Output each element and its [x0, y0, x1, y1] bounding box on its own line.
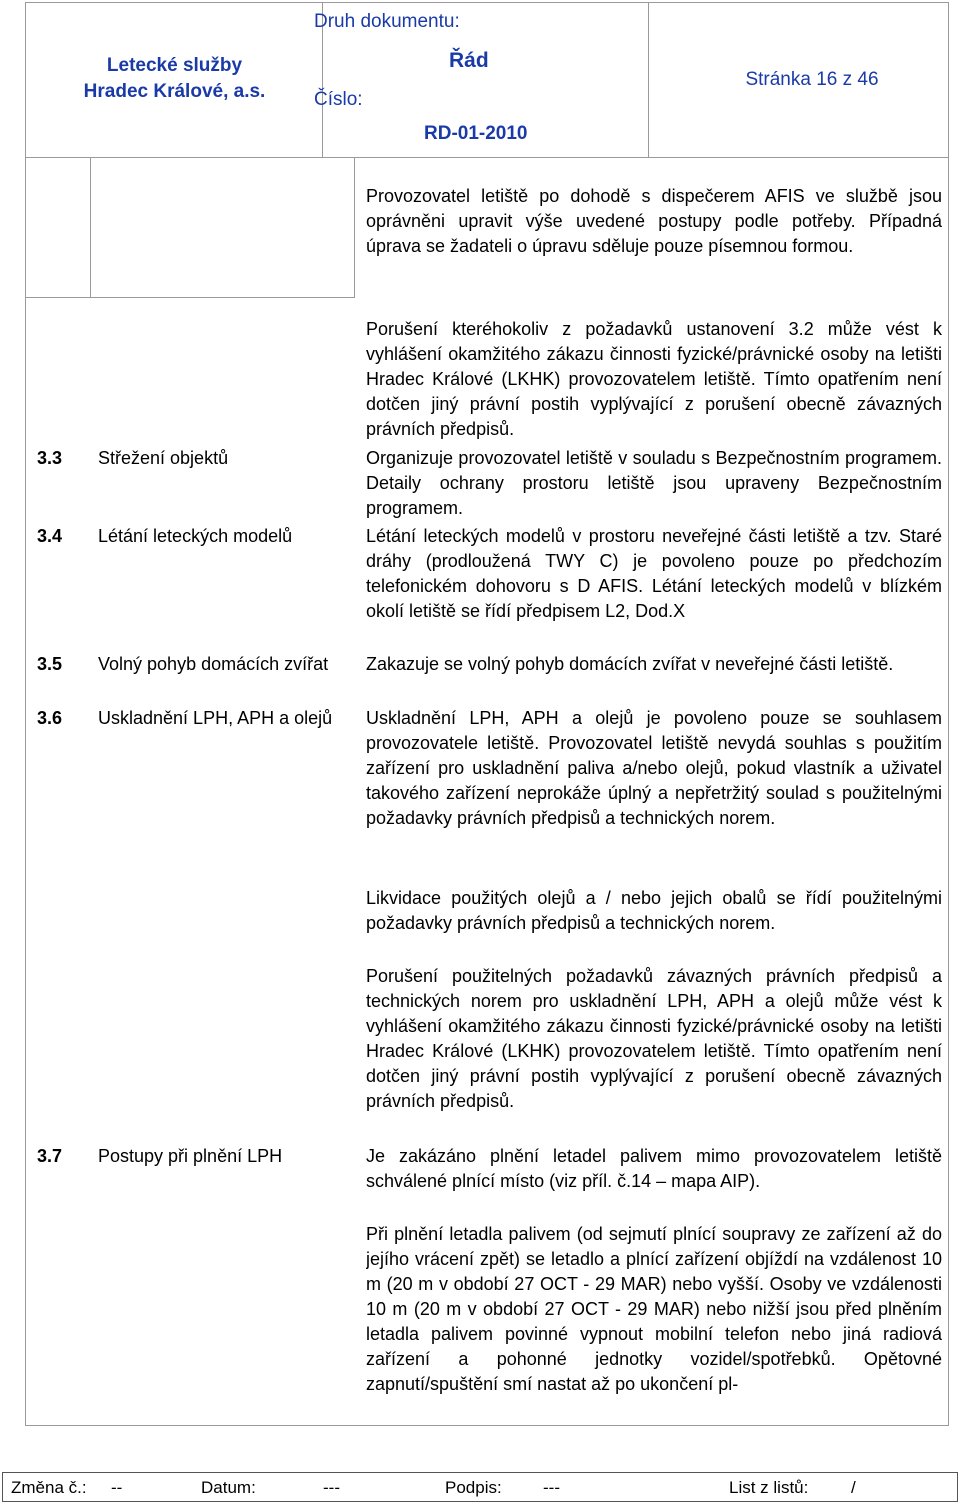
table-border-right [948, 158, 949, 1426]
company-name [26, 53, 323, 105]
section-title: Volný pohyb domácích zvířat [98, 654, 329, 674]
date-value: --- [323, 1478, 340, 1497]
section-text: Je zakázáno plnění letadel palivem mimo provozovatelem letiště schválené plnící místo (viz příl. č.14 – mapa AIP). [366, 1146, 942, 1191]
section-title: Létání leteckých modelů [98, 526, 293, 546]
doc-number-label: Číslo: [314, 89, 363, 110]
section-title: Střežení objektů [98, 448, 229, 468]
section-title: Postupy při plnění LPH [98, 1146, 283, 1166]
signature-value: --- [543, 1478, 560, 1497]
section-title: Uskladnění LPH, APH a olejů [98, 708, 333, 728]
section-number: 3.3 [37, 448, 63, 468]
table-border-left [25, 158, 26, 1426]
signature-label: Podpis: [445, 1478, 502, 1497]
page-info: Stránka 16 z 46 [745, 69, 879, 90]
table-border-bottom [25, 1425, 949, 1426]
change-value: -- [111, 1478, 123, 1497]
empty-title-cell [90, 158, 355, 298]
section-number: 3.5 [37, 654, 63, 674]
company-name-line2: Hradec Králové, a.s. [83, 81, 266, 102]
document-header [25, 2, 949, 158]
section-text: Zakazuje se volný pohyb domácích zvířat v neveřejné části letiště. [366, 654, 894, 674]
section-text: Při plnění letadla palivem (od sejmutí plnící soupravy ze zařízení až do jejího vrácení zpět) se letadlo a plnící zařízení objíždí na vzdálenost 10 m (20 m v období 27 OCT - 29 MAR) nebo vyšší. Osoby ve vzdálenosti 10 m (20 m v období 27 OCT - 29 MAR) nebo nižší jsou před plněním letadla palivem povinné vypnout mobilní telefon nebo jiná radiová zařízení a pohonné jednotky vozidel/spotřebků. Opětovné zapnutí/spuštění smí nastat až po ukončení pl- [366, 1224, 942, 1394]
header-divider [648, 3, 649, 157]
section-text: Likvidace použitých olejů a / nebo jejich obalů se řídí použitelnými požadavky právních předpisů a technických norem. [366, 888, 942, 933]
intro-paragraph: Provozovatel letiště po dohodě s dispečerem AFIS ve službě jsou oprávněni upravit výše uvedené postupy podle potřeby. Případná úprava se žadateli o úpravu sděluje pouze písemnou formou. [366, 186, 942, 256]
change-label: Změna č.: [11, 1478, 87, 1497]
date-label: Datum: [201, 1478, 256, 1497]
section-text: Uskladnění LPH, APH a olejů je povoleno pouze se souhlasem provozovatele letiště. Provozovatel letiště nevydá souhlas s použitím zařízení pro uskladnění paliva a/nebo olejů, pokud vlastník a uživatel takového zařízení neprokáže úplný a nepřetržitý soulad s použitelnými požadavky právních předpisů a technických norem. [366, 708, 942, 828]
doctype-label: Druh dokumentu: [314, 11, 460, 32]
company-name-line1: Letecké služby [106, 55, 243, 76]
intro-paragraph: Porušení kteréhokoliv z požadavků ustanovení 3.2 může vést k vyhlášení okamžitého zákazu činnosti fyzické/právnické osoby na letišti Hradec Králové (LKHK) provozovatelem letiště. Tímto opatřením není dotčen jiný právní postih vyplývající z porušení obecně závazných právních předpisů. [366, 319, 942, 439]
document-footer [2, 1472, 958, 1502]
sheets-value: / [851, 1478, 856, 1497]
sheets-label: List z listů: [729, 1478, 809, 1497]
section-number: 3.6 [37, 708, 63, 728]
section-number: 3.7 [37, 1146, 63, 1166]
section-text: Porušení použitelných požadavků závazných právních předpisů a technických norem pro uskladnění LPH, APH a olejů může vést k vyhlášení okamžitého zákazu činnosti fyzické/právnické osoby na letišti Hradec Králové (LKHK) provozovatelem letiště. Tímto opatřením není dotčen jiný právní postih vyplývající z porušení obecně závazných právních předpisů. [366, 966, 942, 1111]
doc-number-value: RD-01-2010 [424, 123, 528, 144]
empty-number-cell [25, 158, 91, 298]
section-text: Organizuje provozovatel letiště v souladu s Bezpečnostním programem. Detaily ochrany prostoru letiště jsou upraveny Bezpečnostním programem. [366, 448, 942, 518]
section-text: Létání leteckých modelů v prostoru neveřejné části letiště a tzv. Staré dráhy (prodloužená TWY C) je povoleno pouze po předchozím telefonickém dohovoru s D AFIS. Létání leteckých modelů v blízkém okolí letiště se řídí předpisem L2, Dod.X [366, 526, 942, 621]
doctype-value: Řád [449, 49, 489, 72]
section-number: 3.4 [37, 526, 63, 546]
